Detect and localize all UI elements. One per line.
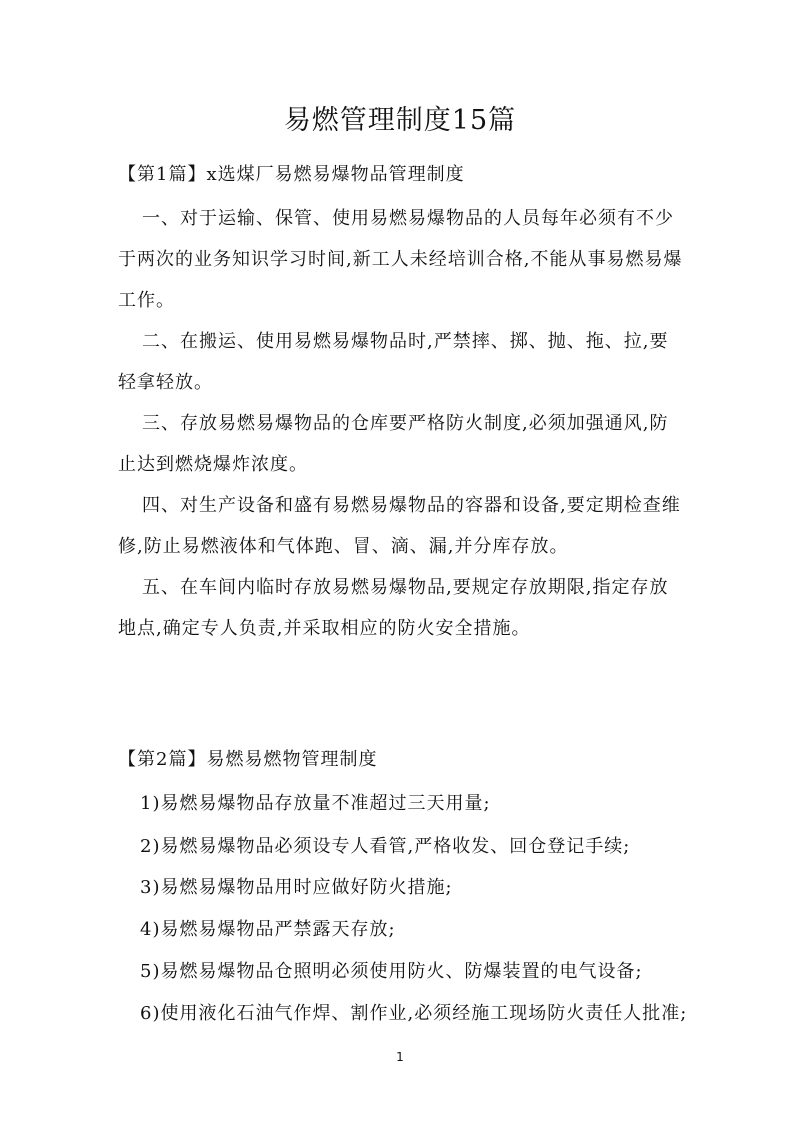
section-2-item-3: 3)易燃易爆物品用时应做好防火措施; (140, 877, 453, 898)
section-1-paragraph-1: 一、对于运输、保管、使用易燃易爆物品的人员每年必须有不少于两次的业务知识学习时间,新工人未经培训合格,不能从事易燃易爆工作。 (118, 208, 683, 311)
section-1-heading: 【第1篇】x选煤厂易燃易爆物品管理制度 (118, 164, 465, 185)
section-2-heading: 【第2篇】易燃易燃物管理制度 (118, 749, 378, 770)
section-1-paragraph-4: 四、对生产设备和盛有易燃易爆物品的容器和设备,要定期检查维修,防止易燃液体和气体跑、冒、滴、漏,并分库存放。 (118, 495, 681, 557)
section-1-paragraph-5: 五、在车间内临时存放易燃易爆物品,要规定存放期限,指定存放地点,确定专人负责,并采取相应的防火安全措施。 (118, 577, 669, 639)
page-number: 1 (396, 1050, 404, 1064)
section-2-item-5: 5)易燃易爆物品仓照明必须使用防火、防爆装置的电气设备; (140, 961, 643, 982)
section-1-paragraph-3: 三、存放易燃易爆物品的仓库要严格防火制度,必须加强通风,防止达到燃烧爆炸浓度。 (118, 413, 669, 475)
section-1-paragraph-2: 二、在搬运、使用易燃易爆物品时,严禁摔、掷、抛、拖、拉,要轻拿轻放。 (118, 331, 669, 393)
document-title: 易燃管理制度15篇 (283, 105, 517, 136)
section-2-item-2: 2)易燃易爆物品必须设专人看管,严格收发、回仓登记手续; (140, 836, 631, 857)
section-2-item-4: 4)易燃易爆物品严禁露天存放; (140, 919, 396, 940)
section-2-item-1: 1)易燃易爆物品存放量不准超过三天用量; (140, 793, 491, 814)
section-2-item-6: 6)使用液化石油气作焊、割作业,必须经施工现场防火责任人批准; (140, 1003, 688, 1024)
